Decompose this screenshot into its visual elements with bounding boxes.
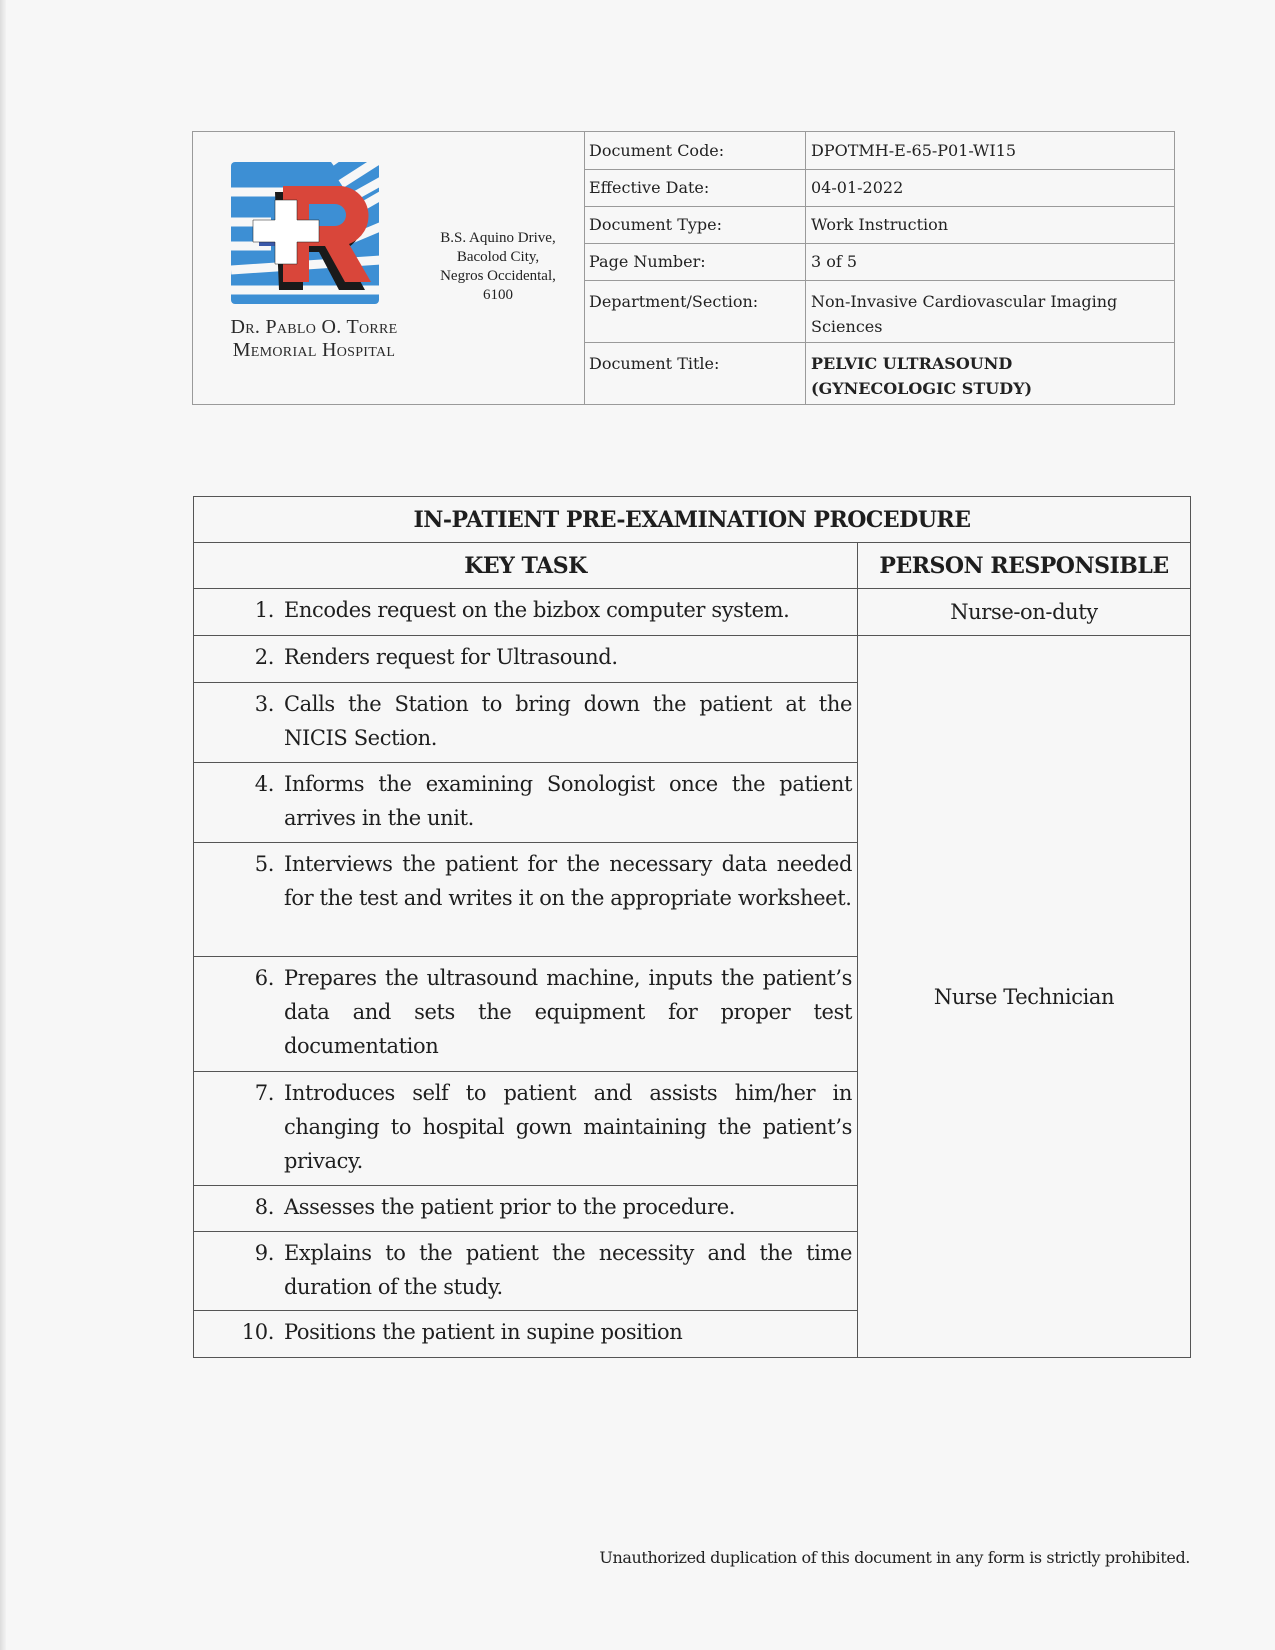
task-number: 4.	[254, 772, 274, 796]
hospital-address	[423, 229, 573, 305]
procedure-header-row	[194, 543, 1191, 589]
hospital-logo-icon	[231, 162, 387, 318]
procedure-title: IN-PATIENT PRE-EXAMINATION PROCEDURE	[194, 497, 1191, 543]
info-row-date	[584, 169, 1174, 206]
task-text: Assesses the patient prior to the procedure.	[284, 1195, 736, 1219]
address-line: Bacolod City,	[456, 249, 540, 265]
task-text: Prepares the ultrasound machine, inputs the patient’s data and sets the equipment for proper test documentation	[284, 966, 852, 1058]
task-cell	[194, 1232, 858, 1311]
column-header-key-task: KEY TASK	[194, 543, 858, 589]
hospital-identity-cell	[193, 132, 585, 404]
hospital-name-line1: Dr. Pablo O. Torre	[230, 316, 398, 338]
task-cell	[194, 1072, 858, 1186]
task-cell	[194, 589, 858, 636]
address-line: B.S. Aquino Drive,	[440, 230, 556, 246]
task-number: 1.	[254, 598, 274, 622]
task-cell	[194, 683, 858, 763]
task-text: Renders request for Ultrasound.	[284, 645, 618, 669]
task-cell	[194, 1186, 858, 1232]
column-header-person-responsible: PERSON RESPONSIBLE	[858, 543, 1191, 589]
document-type-value: Work Instruction	[806, 206, 1175, 243]
task-row	[194, 636, 1191, 683]
info-row-type	[584, 206, 1174, 243]
info-row-page	[584, 243, 1174, 280]
department-line1: Non-Invasive Cardiovascular Imaging	[811, 291, 1118, 311]
info-row-code	[584, 132, 1174, 169]
person-responsible-nurse-on-duty: Nurse-on-duty	[858, 589, 1191, 636]
task-cell	[194, 636, 858, 683]
task-number: 2.	[254, 645, 274, 669]
task-text: Introduces self to patient and assists him/her in changing to hospital gown maintaining the patient’s privacy.	[284, 1081, 852, 1173]
info-label: Document Type:	[584, 206, 806, 243]
task-cell	[194, 957, 858, 1072]
document-title-value	[806, 342, 1175, 404]
task-number: 9.	[254, 1241, 274, 1265]
info-label: Document Title:	[584, 342, 806, 404]
effective-date-value: 04-01-2022	[806, 169, 1175, 206]
info-label: Effective Date:	[584, 169, 806, 206]
hospital-name-line2: Memorial Hospital	[232, 339, 396, 361]
address-line: Negros Occidental,	[440, 268, 556, 284]
task-text: Encodes request on the bizbox computer system.	[284, 598, 790, 622]
department-value	[806, 280, 1175, 342]
address-line: 6100	[483, 287, 513, 303]
document-info-table	[584, 132, 1174, 404]
document-title-line2: (GYNECOLOGIC STUDY)	[811, 378, 1033, 398]
task-cell	[194, 763, 858, 843]
task-number: 10.	[241, 1320, 274, 1344]
page-number-value: 3 of 5	[806, 243, 1175, 280]
task-cell	[194, 843, 858, 957]
info-label: Department/Section:	[584, 280, 806, 342]
task-cell	[194, 1311, 858, 1358]
info-label: Document Code:	[584, 132, 806, 169]
info-row-department	[584, 280, 1174, 342]
document-header	[192, 131, 1175, 405]
task-text: Positions the patient in supine position	[284, 1320, 683, 1344]
document-code-value: DPOTMH-E-65-P01-WI15	[806, 132, 1175, 169]
procedure-title-row	[194, 497, 1191, 543]
department-line2: Sciences	[811, 316, 883, 336]
task-number: 8.	[254, 1195, 274, 1219]
procedure-table	[193, 496, 1191, 1358]
document-title-line1: PELVIC ULTRASOUND	[811, 353, 1013, 373]
info-row-title	[584, 342, 1174, 404]
scan-page-edge	[0, 0, 6, 1650]
task-text: Calls the Station to bring down the patient at the NICIS Section.	[284, 692, 852, 750]
task-number: 6.	[254, 966, 274, 990]
task-text: Informs the examining Sonologist once the patient arrives in the unit.	[284, 772, 852, 830]
task-number: 5.	[254, 852, 274, 876]
task-text: Explains to the patient the necessity and the time duration of the study.	[284, 1241, 852, 1299]
person-responsible-nurse-technician: Nurse Technician	[858, 636, 1191, 1358]
task-text: Interviews the patient for the necessary data needed for the test and writes it on the appropriate worksheet.	[284, 852, 852, 910]
info-label: Page Number:	[584, 243, 806, 280]
task-number: 7.	[254, 1081, 274, 1105]
hospital-name	[201, 316, 427, 362]
task-row	[194, 589, 1191, 636]
task-number: 3.	[254, 692, 274, 716]
duplication-notice: Unauthorized duplication of this document in any form is strictly prohibited.	[599, 1548, 1190, 1567]
